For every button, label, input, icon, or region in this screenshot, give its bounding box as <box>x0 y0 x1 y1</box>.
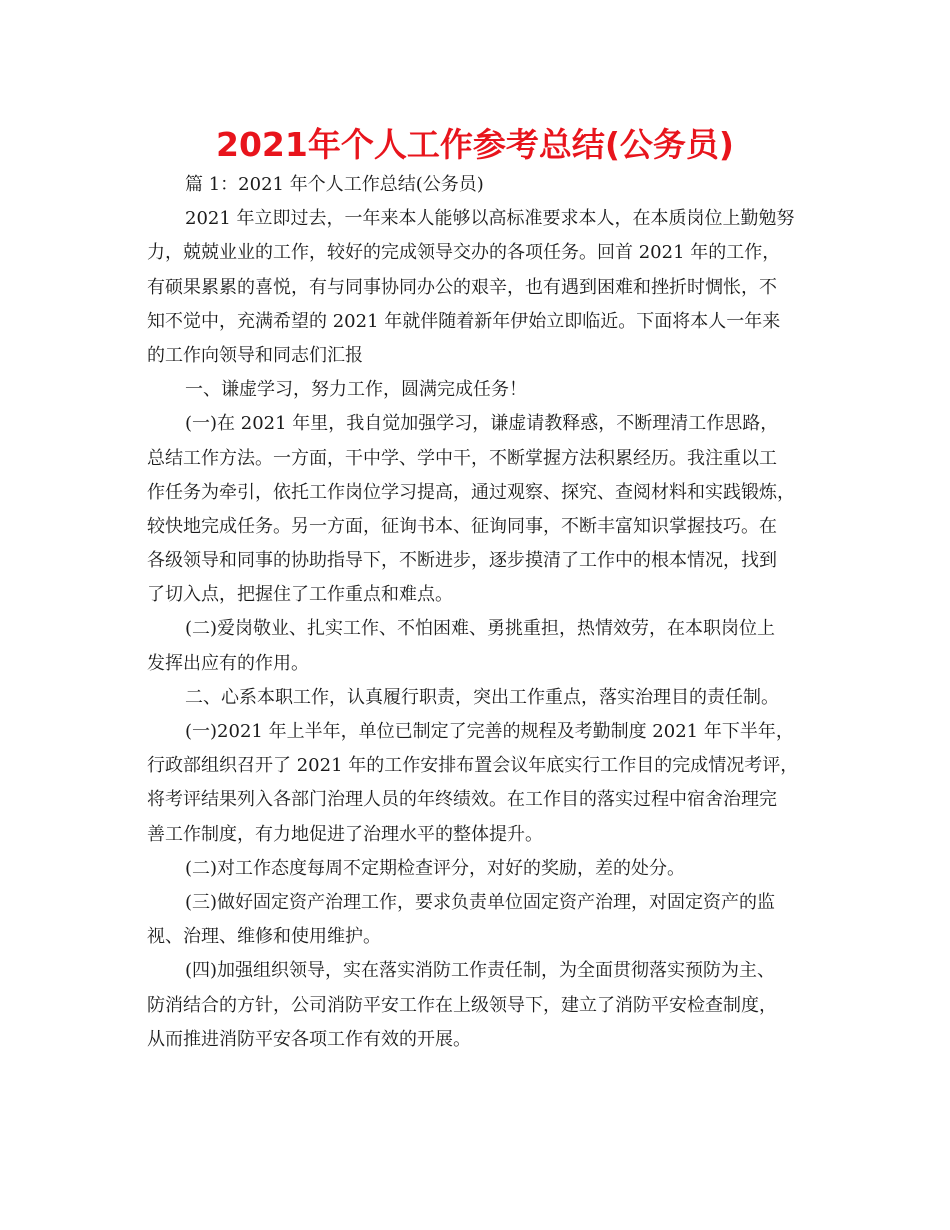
body-line: 了切入点，把握住了工作重点和难点。 <box>147 584 453 606</box>
body-line: 力，兢兢业业的工作，较好的完成领导交办的各项任务。回首 2021 年的工作， <box>147 242 781 264</box>
document-title: 2021年个人工作参考总结(公务员) <box>215 125 734 164</box>
body-line: 2021 年立即过去，一年来本人能够以高标准要求本人，在本质岗位上勤勉努 <box>185 208 795 230</box>
body-line: (三)做好固定资产治理工作，要求负责单位固定资产治理，对固定资产的监 <box>185 891 776 913</box>
body-line: 知不觉中，充满希望的 2021 年就伴随着新年伊始立即临近。下面将本人一年来 <box>147 310 781 332</box>
body-line: 各级领导和同事的协助指导下，不断进步，逐步摸清了工作中的根本情况，找到 <box>147 550 777 572</box>
document-body <box>147 168 807 1057</box>
body-line: 有硕果累累的喜悦，有与同事协同办公的艰辛，也有遇到困难和挫折时惆怅，不 <box>147 276 777 298</box>
body-line: 作任务为牵引，依托工作岗位学习提高，通过观察、探究、查阅材料和实践锻炼， <box>147 481 795 503</box>
body-line: (一)在 2021 年里，我自觉加强学习，谦虚请教释惑，不断理清工作思路， <box>185 413 779 435</box>
body-line: (二)对工作态度每周不定期检查评分，对好的奖励，差的处分。 <box>185 857 686 879</box>
body-line: 的工作向领导和同志们汇报 <box>147 344 363 366</box>
body-line: 篇 1：2021 年个人工作总结(公务员) <box>185 174 484 195</box>
body-line: 从而推进消防平安各项工作有效的开展。 <box>147 1028 471 1050</box>
body-line: 总结工作方法。一方面，干中学、学中干，不断掌握方法积累经历。我注重以工 <box>147 447 777 469</box>
body-line: (一)2021 年上半年，单位已制定了完善的规程及考勤制度 2021 年下半年， <box>185 721 794 742</box>
body-line: 善工作制度，有力地促进了治理水平的整体提升。 <box>147 823 543 845</box>
body-line: 行政部组织召开了 2021 年的工作安排布置会议年底实行工作目的完成情况考评， <box>147 755 799 777</box>
body-line: (四)加强组织领导，实在落实消防工作责任制，为全面贯彻落实预防为主、 <box>185 960 776 982</box>
body-line: 发挥出应有的作用。 <box>147 652 309 674</box>
body-line: 防消结合的方针，公司消防平安工作在上级领导下，建立了消防平安检查制度， <box>147 994 777 1016</box>
body-line: (二)爱岗敬业、扎实工作、不怕困难、勇挑重担，热情效劳，在本职岗位上 <box>185 618 776 640</box>
body-line: 将考评结果列入各部门治理人员的年终绩效。在工作目的落实过程中宿舍治理完 <box>147 789 777 811</box>
body-line: 二、心系本职工作，认真履行职责，突出工作重点，落实治理目的责任制。 <box>185 686 779 708</box>
body-line: 视、治理、维修和使用维护。 <box>147 926 381 948</box>
body-line: 一、谦虚学习，努力工作，圆满完成任务！ <box>185 379 527 401</box>
body-line: 较快地完成任务。另一方面，征询书本、征询同事，不断丰富知识掌握技巧。在 <box>147 515 777 537</box>
